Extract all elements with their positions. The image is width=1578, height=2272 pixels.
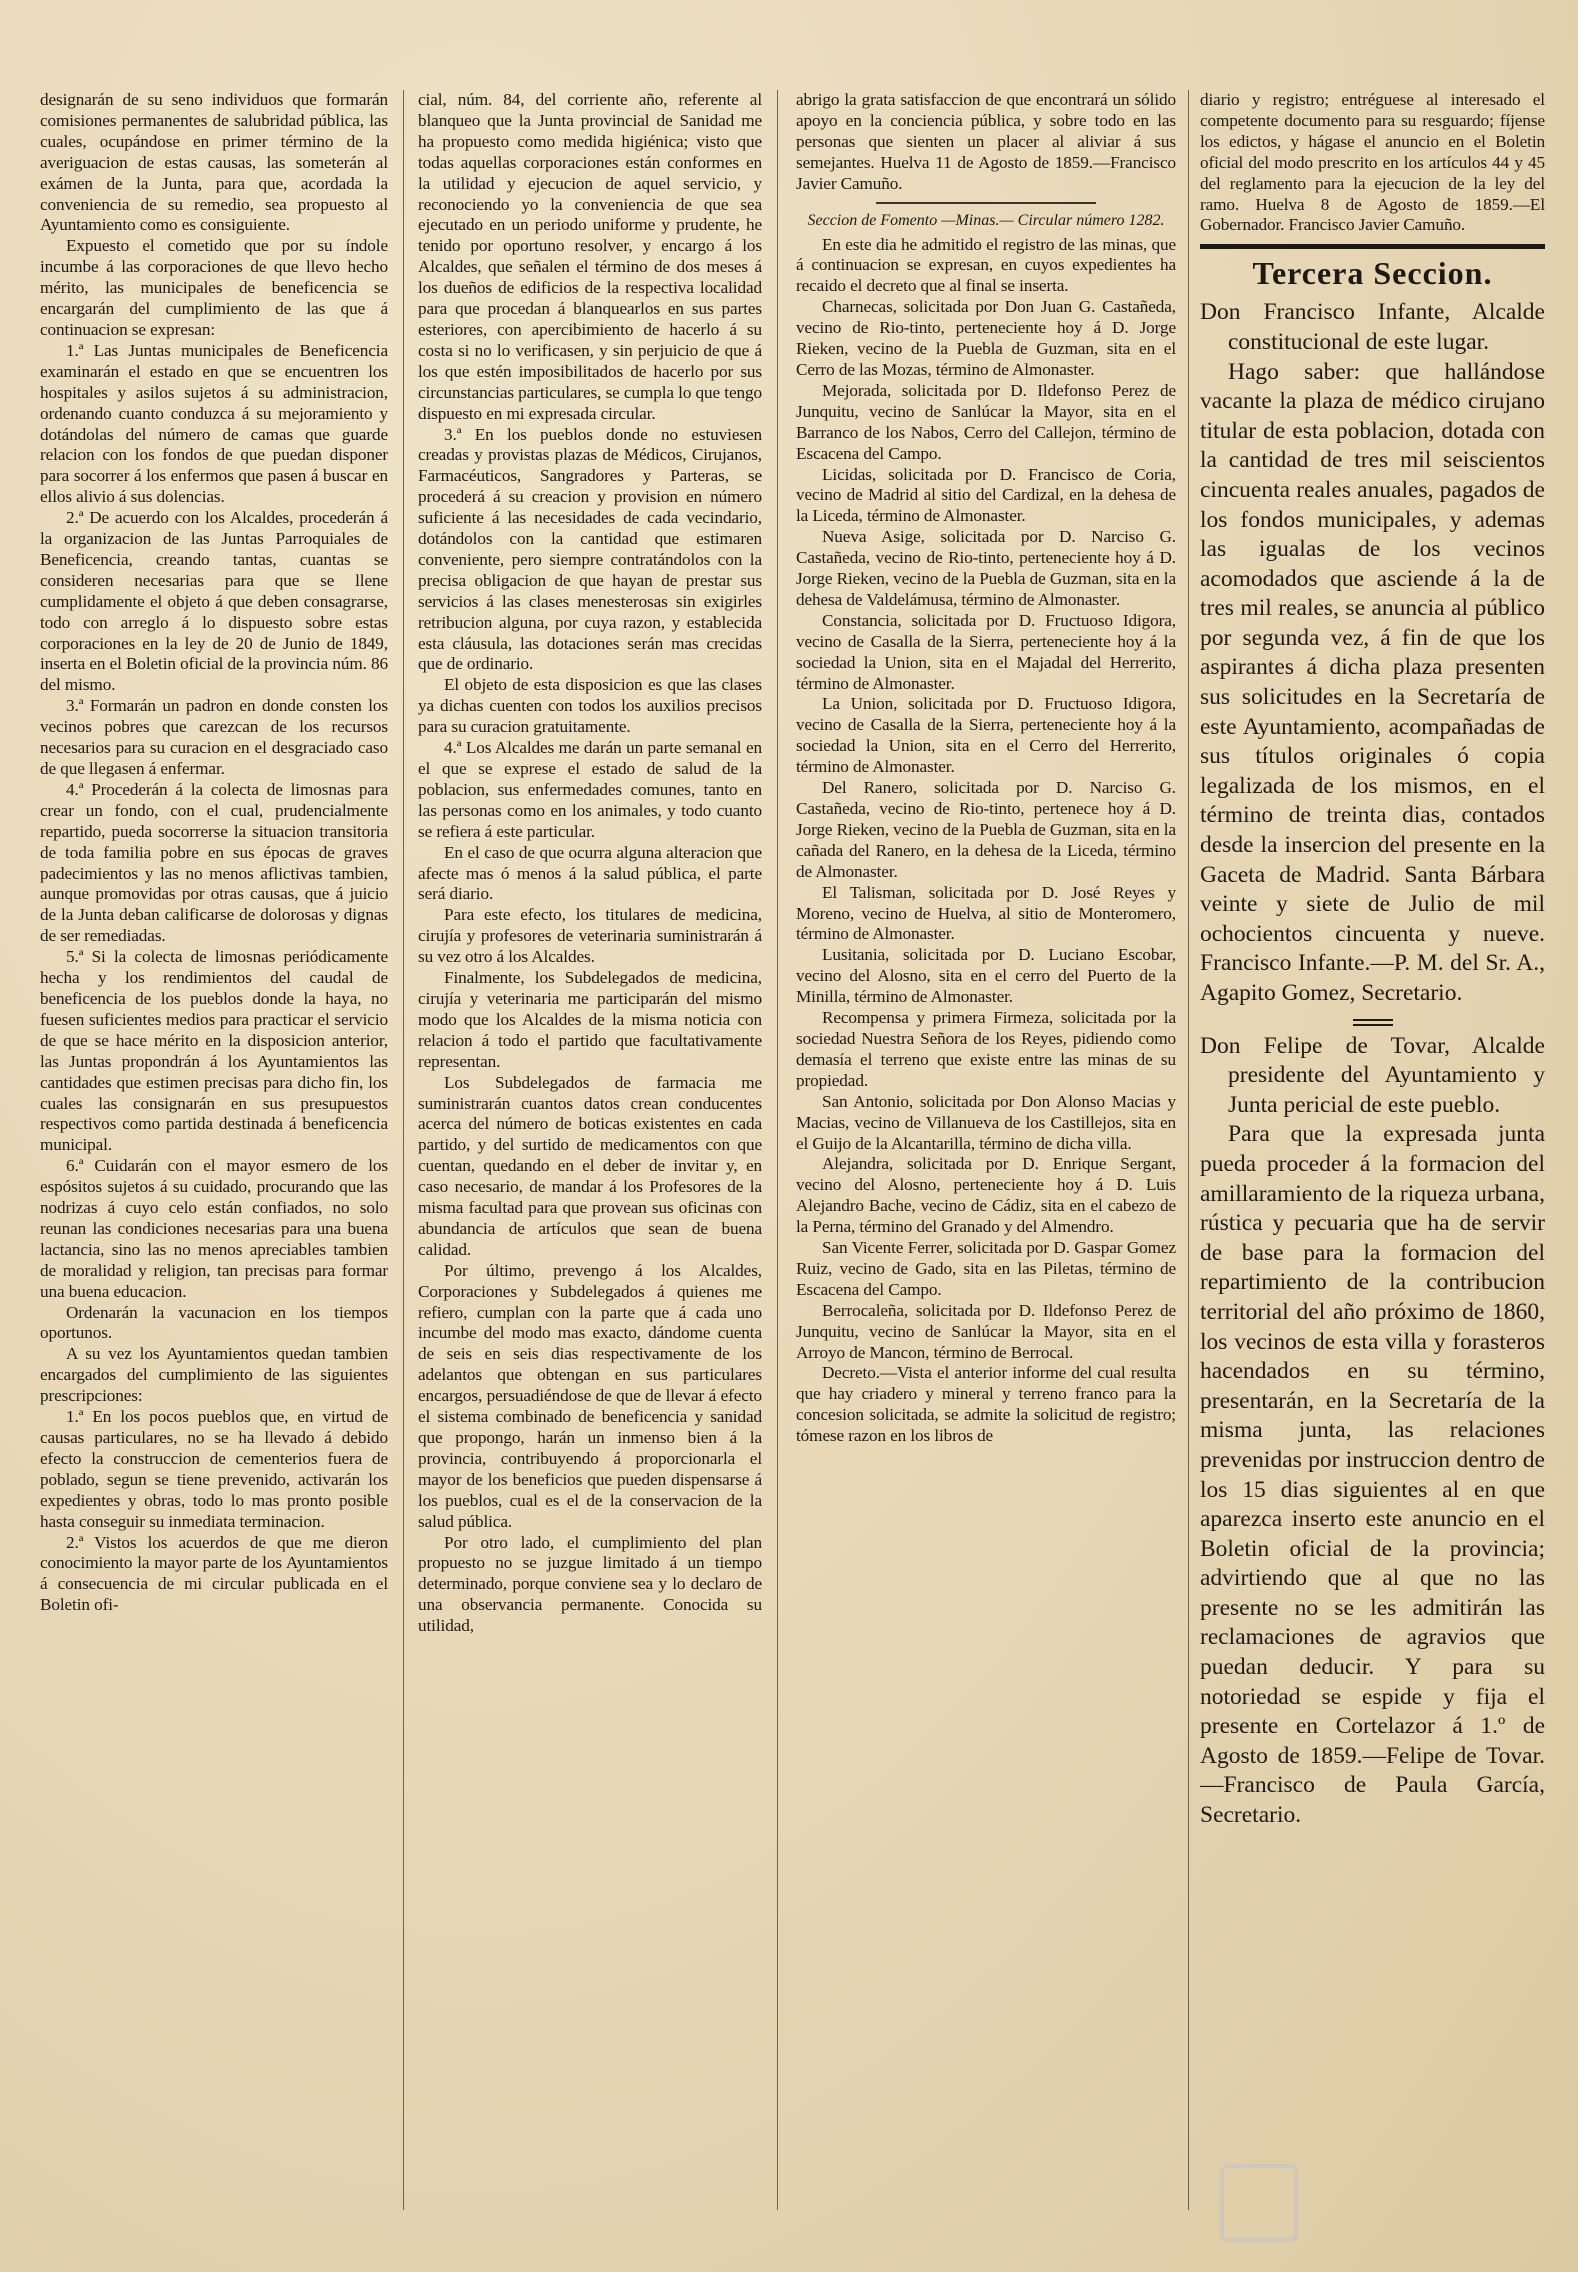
paragraph: Los Subdelegados de farmacia me suministrarán cuantos datos crean conducentes acerca del número de boticas existentes en cada partido, y del surtido de medicamentos con que cuentan, quedando en el deber de invitar y, en caso necesario, de mandar á los Profesores de la misma facultad para que provean sus oficinas con abundancia de artículos que sean de buena calidad. [418, 1072, 762, 1259]
notice-heading: Don Francisco Infante, Alcalde constitucional de este lugar. [1200, 299, 1545, 355]
paragraph: 4.ª Los Alcaldes me darán un parte semanal en el que se exprese el estado de salud de la poblacion, sus enfermedades comunes, tanto en las personas como en los animales, y todo cuanto se refiera á este particular. [418, 738, 762, 841]
paragraph: Decreto.—Vista el anterior informe del cual resulta que hay criadero y mineral y terreno franco para la concesion solicitada, se admite la solicitud de registro; tómese razon en los libros de [796, 1363, 1176, 1446]
mine-entry: San Vicente Ferrer, solicitada por D. Gaspar Gomez Ruiz, vecino de Gado, sita en las Piletas, término de Escacena del Campo. [796, 1238, 1176, 1299]
paragraph: 1.ª Las Juntas municipales de Beneficencia examinarán el estado en que se encuentren los hospitales y asilos sujetos á su administracion, ordenando cuanto conduzca á su mejoramiento y dotándolas del número de camas que guarde relacion con los fondos de que puedan disponer para socorrer á los enfermos que pasen á buscar en ellos alivio á sus dolencias. [40, 340, 388, 507]
paragraph: Finalmente, los Subdelegados de medicina, cirujía y veterinaria me participarán del mismo modo que los Alcaldes de la misma noticia con relacion á todo el partido que facultativamente representan. [418, 968, 762, 1071]
column-rule [1188, 90, 1189, 2210]
paragraph: diario y registro; entréguese al interesado el competente documento para su resguardo; fíjense los edictos, y hágase el anuncio en el Boletin oficial del modo prescrito en los artículos 44 y 45 del reglamento para la ejecucion de la ley del ramo. Huelva 8 de Agosto de 1859.—El Gobernador. Francisco Javier Camuño. [1200, 90, 1545, 235]
paragraph: abrigo la grata satisfaccion de que encontrará un sólido apoyo en la conciencia pública, y sobre todo en las personas que sienten un placer al aliviar á sus semejantes. Huelva 11 de Agosto de 1859.—Francisco Javier Camuño. [796, 90, 1176, 193]
paragraph: Ordenarán la vacunacion en los tiempos oportunos. [40, 1302, 388, 1343]
mine-entry: La Union, solicitada por D. Fructuoso Idigora, vecino de Casalla de la Sierra, perteneciente hoy á la sociedad la Union, sita en el Cerro del Herrerito, término de Almonaster. [796, 694, 1176, 777]
mine-entry: Del Ranero, solicitada por D. Narciso G. Castañeda, vecino de Rio-tinto, pertenece hoy á D. Jorge Rieken, vecino de la Puebla de Guzman, sita en la cañada del Ranero, en la dehesa de la Liceda, término de Almonaster. [796, 778, 1176, 881]
paragraph: En este dia he admitido el registro de las minas, que á continuacion se expresan, en cuyos expedientes ha recaido el decreto que al final se inserta. [796, 234, 1176, 296]
section-divider [1200, 244, 1545, 249]
newspaper-page [40, 90, 1545, 2240]
paragraph: 2.ª De acuerdo con los Alcaldes, procederán á la organizacion de las Juntas Parroquiales de Beneficencia, creando tantas, cuantas se consideren necesarias para que se llene cumplidamente el objeto á que deben consagrarse, todo con arreglo á lo dispuesto sobre estas corporaciones en la ley de 20 de Junio de 1849, inserta en el Boletin oficial de la provincia núm. 86 del mismo. [40, 508, 388, 695]
watermark-logo-icon [1220, 2164, 1298, 2242]
column-rule [403, 90, 404, 2210]
paragraph: cial, núm. 84, del corriente año, referente al blanqueo que la Junta provincial de Sanidad me ha propuesto como medida higiénica; visto que todas aquellas corporaciones están conformes en la utilidad y ejecucion de aquel servicio, y reconociendo yo la conveniencia de que sea ejecutado en un periodo uniforme y prudente, he tenido por oportuno resolver, y encargo á los Alcaldes, que señalen el término de dos meses á los dueños de edificios de la respectiva localidad para que procedan á blanquearlos en sus partes esteriores, con apercibimiento de hacerlo á su costa si no lo verificasen, y sin perjuicio de que á los que estén imposibilitados de hacerlo por sus circunstancias particulares, se cumpla lo que tengo dispuesto en mi expresada circular. [418, 90, 762, 423]
paragraph: 5.ª Si la colecta de limosnas periódicamente hecha y los rendimientos del caudal de beneficencia de los pueblos donde la haya, no fuesen suficientes medios para practicar el servicio de que se hace mérito en la disposicion anterior, las Juntas propondrán á los Ayuntamientos las cantidades que estimen precisas para dicho fin, los cuales las consignarán en sus presupuestos respectivos como partida destinada á beneficencia municipal. [40, 947, 388, 1155]
column-4 [1200, 90, 1545, 1831]
paragraph: Por otro lado, el cumplimiento del plan propuesto no se juzgue limitado á un tiempo determinado, porque conviene sea y lo declaro de una observancia permanente. Conocida su utilidad, [418, 1532, 762, 1636]
paragraph: designarán de su seno individuos que formarán comisiones permanentes de salubridad pública, las cuales, ocupándose en primer término de la averiguacion de estas causas, las someterán al exámen de la Junta, para que, acordada la conveniencia de su remedio, sea propuesto al Ayuntamiento como es consiguiente. [40, 90, 388, 235]
mine-entry: Berrocaleña, solicitada por D. Ildefonso Perez de Junquitu, vecino de Sanlúcar la Mayor, sita en el Arroyo de Mancon, término de Berrocal. [796, 1300, 1176, 1362]
mine-entry: San Antonio, solicitada por Don Alonso Macias y Macias, vecino de Villanueva de los Castillejos, sita en el Guijo de la Alcantarilla, término de dicha villa. [796, 1091, 1176, 1153]
notice-body: Para que la expresada junta pueda proceder á la formacion del amillaramiento de la riqueza urbana, rústica y pecuaria que ha de servir de base para la formacion del repartimiento de la contribucion territorial del año próximo de 1860, los vecinos de esta villa y forasteros hacendados en su término, presentarán, en la Secretaría de la misma junta, las relaciones prevenidas por instruccion dentro de los 15 dias siguientes al en que aparezca inserto este anuncio en el Boletin oficial de la provincia; advirtiendo que al que no las presente no se les admitirán las reclamaciones de agravios que puedan deducir. Y para su notoriedad se espide y fija el presente en Cortelazor á 1.º de Agosto de 1859.—Felipe de Tovar.—Francisco de Paula García, Secretario. [1200, 1121, 1545, 1829]
mine-entry: Constancia, solicitada por D. Fructuoso Idigora, vecino de Casalla de la Sierra, perteneciente hoy á la sociedad la Union, sita en el Majadal del Herrerito, término de Almonaster. [796, 610, 1176, 693]
paragraph: Para este efecto, los titulares de medicina, cirujía y profesores de veterinaria suministrarán á su vez otro á los Alcaldes. [418, 905, 762, 967]
mine-entry: Recompensa y primera Firmeza, solicitada por la sociedad Nuestra Señora de los Reyes, pidiendo como demasía el terreno que existe entre las minas de su propiedad. [796, 1008, 1176, 1090]
paragraph: 4.ª Procederán á la colecta de limosnas para crear un fondo, con el cual, prudencialmente repartido, pueda socorrerse la situacion transitoria de toda familia pobre en sus épocas de graves padecimientos y las no menos aflictivas tambien, aunque promovidas por otras causas, que á juicio de la Junta deban calificarse de dolorosas y dignas de ser remediadas. [40, 779, 388, 946]
column-1 [40, 90, 388, 1616]
notice-divider [1353, 1019, 1393, 1026]
mine-entry: Licidas, solicitada por D. Francisco de Coria, vecino de Madrid al sitio del Cardizal, en la dehesa de la Liceda, término de Almonaster. [796, 464, 1176, 526]
section-heading: Seccion de Fomento —Minas.— Circular número 1282. [807, 211, 1165, 229]
mine-entry: Lusitania, solicitada por D. Luciano Escobar, vecino del Alosno, sita en el cerro del Puerto de la Minilla, término de Almonaster. [796, 945, 1176, 1007]
paragraph: 1.ª En los pocos pueblos que, en virtud de causas particulares, no se ha llevado á debido efecto la construccion de cementerios fuera de poblado, segun se tiene prevenido, activarán los expedientes y obras, todo lo mas pronto posible hasta conseguir su inmediata terminacion. [40, 1407, 388, 1531]
paragraph: El objeto de esta disposicion es que las clases ya dichas cuenten con todos los auxilios precisos para su curacion gratuitamente. [418, 675, 762, 737]
mine-entry: Alejandra, solicitada por D. Enrique Sergant, vecino del Alosno, perteneciente hoy á D. Luis Alejandro Bache, vecino de Cádiz, sita en el cabezo de la Perna, término del Granado y del Almendro. [796, 1154, 1176, 1237]
column-2 [418, 90, 762, 1637]
column-rule [777, 90, 778, 2210]
notice-heading: Don Felipe de Tovar, Alcalde presidente del Ayuntamiento y Junta pericial de este pueblo. [1200, 1032, 1545, 1118]
paragraph: 2.ª Vistos los acuerdos de que me dieron conocimiento la mayor parte de los Ayuntamientos á consecuencia de mi circular publicada en el Boletin ofi- [40, 1532, 388, 1615]
paragraph: Expuesto el cometido que por su índole incumbe á las corporaciones de que llevo hecho mérito, las municipales de beneficencia se encargarán del cumplimiento de las que á continuacion se expresan: [40, 236, 388, 339]
paragraph: A su vez los Ayuntamientos quedan tambien encargados del cumplimiento de las siguientes prescripciones: [40, 1344, 388, 1406]
paragraph: En el caso de que ocurra alguna alteracion que afecte mas ó menos á la salud pública, el parte será diario. [418, 842, 762, 904]
notice-body: Hago saber: que hallándose vacante la plaza de médico cirujano titular de esta poblacion, dotada con la cantidad de tres mil seiscientos cincuenta reales anuales, pagados de los fondos municipales, y ademas las igualas de los vecinos acomodados que asciende á la de tres mil reales, se anuncia al público por segunda vez, á fin de que los aspirantes á dicha plaza presenten sus solicitudes en la Secretaría de este Ayuntamiento, acompañadas de sus títulos originales ó copia legalizada de los mismos, en el término de treinta dias, contados desde la insercion del presente en la Gaceta de Madrid. Santa Bárbara veinte y siete de Julio de mil ochocientos cincuenta y nueve. Francisco Infante.—P. M. del Sr. A., Agapito Gomez, Secretario. [1200, 358, 1545, 1006]
paragraph: 3.ª Formarán un padron en donde consten los vecinos pobres que carezcan de los recursos necesarios para su curacion en el desgraciado caso de que llegasen á enfermar. [40, 696, 388, 778]
column-3 [796, 90, 1176, 1447]
section-divider [876, 202, 1096, 204]
mine-entry: El Talisman, solicitada por D. José Reyes y Moreno, vecino de Huelva, al sitio de Monteromero, término de Almonaster. [796, 882, 1176, 944]
mine-entry: Mejorada, solicitada por D. Ildefonso Perez de Junquitu, vecino de Sanlúcar la Mayor, sita en el Barranco de los Nabos, Cerro del Callejon, término de Escacena del Campo. [796, 380, 1176, 463]
paragraph: 6.ª Cuidarán con el mayor esmero de los espósitos sujetos á su cuidado, procurando que las nodrizas á cuyo celo están confiados, no solo reunan las condiciones necesarias para una buena lactancia, sino las no menos apreciables tambien de moralidad y religion, tan precisas para formar una buena educacion. [40, 1156, 388, 1301]
paragraph: Por último, prevengo á los Alcaldes, Corporaciones y Subdelegados á quienes me refiero, cumplan con la parte que á cada uno incumbe del modo mas exacto, dándome cuenta de seis en seis dias respectivamente de los adelantos que obtengan en sus particulares encargos, persuadiéndose de que de llevar á efecto el sistema combinado de beneficencia y sanidad que propongo, harán un inmenso bien á la provincia, contribuyendo á proporcionarla el mayor de los beneficios que pueden dispensarse á los pueblos, cual es el de la conservacion de la salud pública. [418, 1260, 762, 1531]
mine-entry: Nueva Asige, solicitada por D. Narciso G. Castañeda, vecino de Rio-tinto, perteneciente hoy á D. Jorge Rieken, vecino de la Puebla de Guzman, sita en la dehesa de Valdelámusa, término de Almonaster. [796, 527, 1176, 609]
paragraph: 3.ª En los pueblos donde no estuviesen creadas y provistas plazas de Médicos, Cirujanos, Farmacéuticos, Sangradores y Parteras, se procederá á su creacion y provision en número suficiente á las necesidades de cada vecindario, dotándolos con la cantidad que estimaren conveniente, pero siempre contratándolos con la precisa obligacion de que hayan de prestar sus servicios á las clases menesterosas sin exigirles retribucion alguna, por cuya razon, y establecida esta cláusula, las dotaciones serán mas crecidas que de ordinario. [418, 424, 762, 674]
section-title: Tercera Seccion. [1252, 255, 1493, 292]
mine-entry: Charnecas, solicitada por Don Juan G. Castañeda, vecino de Rio-tinto, perteneciente hoy á D. Jorge Rieken, vecino de la Puebla de Guzman, sita en el Cerro de las Mozas, término de Almonaster. [796, 297, 1176, 379]
